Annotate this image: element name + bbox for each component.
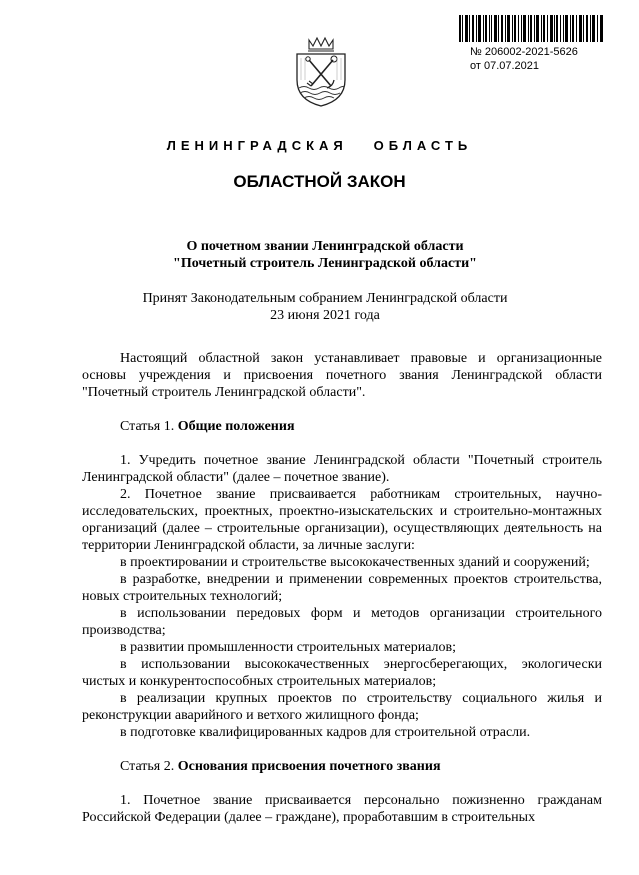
adoption-line-2: 23 июня 2021 года: [270, 308, 380, 323]
article-1-title: Общие положения: [177, 419, 295, 434]
law-title: [80, 238, 570, 272]
region-name: ЛЕНИНГРАДСКАЯ ОБЛАСТЬ: [166, 138, 473, 153]
coat-of-arms-icon: [291, 36, 351, 108]
law-title-line-2: "Почетный строитель Ленинградской области": [173, 256, 477, 271]
registration-number: № 206002-2021-5626: [470, 46, 578, 58]
law-type-heading: ОБЛАСТНОЙ ЗАКОН: [233, 172, 406, 191]
preamble-paragraph: Настоящий областной закон устанавливает правовые и организационные основы учреждения и присвоения почетного звания Ленинградской области "Почетный строитель Ленинградской области".: [82, 351, 602, 400]
merit-item: в разработке, внедрении и применении современных проектов строительства, новых строительных технологий;: [82, 572, 602, 604]
registration-info: [470, 45, 578, 73]
article-2-title: Основания присвоения почетного звания: [177, 759, 441, 774]
barcode-icon: [459, 15, 603, 42]
law-body: [82, 350, 602, 826]
merit-item: в проектировании и строительстве высококачественных зданий и сооружений;: [120, 555, 590, 570]
article-2-label: Статья 2.: [120, 759, 178, 774]
adoption-info: [80, 290, 570, 324]
merit-item: в реализации крупных проектов по строительству социального жилья и реконструкции аварийного и ветхого жилищного фонда;: [82, 691, 602, 723]
article-1-paragraph-1: 1. Учредить почетное звание Ленинградской области "Почетный строитель Ленинградской области" (далее – почетное звание).: [82, 453, 602, 485]
merit-item: в подготовке квалифицированных кадров для строительной отрасли.: [120, 725, 531, 740]
law-title-line-1: О почетном звании Ленинградской области: [186, 239, 464, 254]
registration-date: от 07.07.2021: [470, 60, 540, 72]
merit-item: в использовании высококачественных энергосберегающих, экологически чистых и конкурентоспособных строительных материалов;: [82, 657, 602, 689]
merit-item: в развитии промышленности строительных материалов;: [120, 640, 457, 655]
article-2-heading: [82, 758, 602, 775]
merit-item: в использовании передовых форм и методов организации строительного производства;: [82, 606, 602, 638]
article-1-label: Статья 1.: [120, 419, 178, 434]
adoption-line-1: Принят Законодательным собранием Ленинградской области: [142, 291, 508, 306]
article-1-paragraph-2: 2. Почетное звание присваивается работникам строительных, научно-исследовательских, проектных, проектно-изыскательских и строительно-монтажных организаций (далее – строительные организации), осуществляющих деятельность на территории Ленинградской области, за личные заслуги:: [82, 487, 602, 553]
article-2-paragraph-1: 1. Почетное звание присваивается персонально пожизненно гражданам Российской Федерации (далее – граждане), проработавшим в строительных: [82, 793, 602, 825]
article-1-heading: [82, 418, 602, 435]
